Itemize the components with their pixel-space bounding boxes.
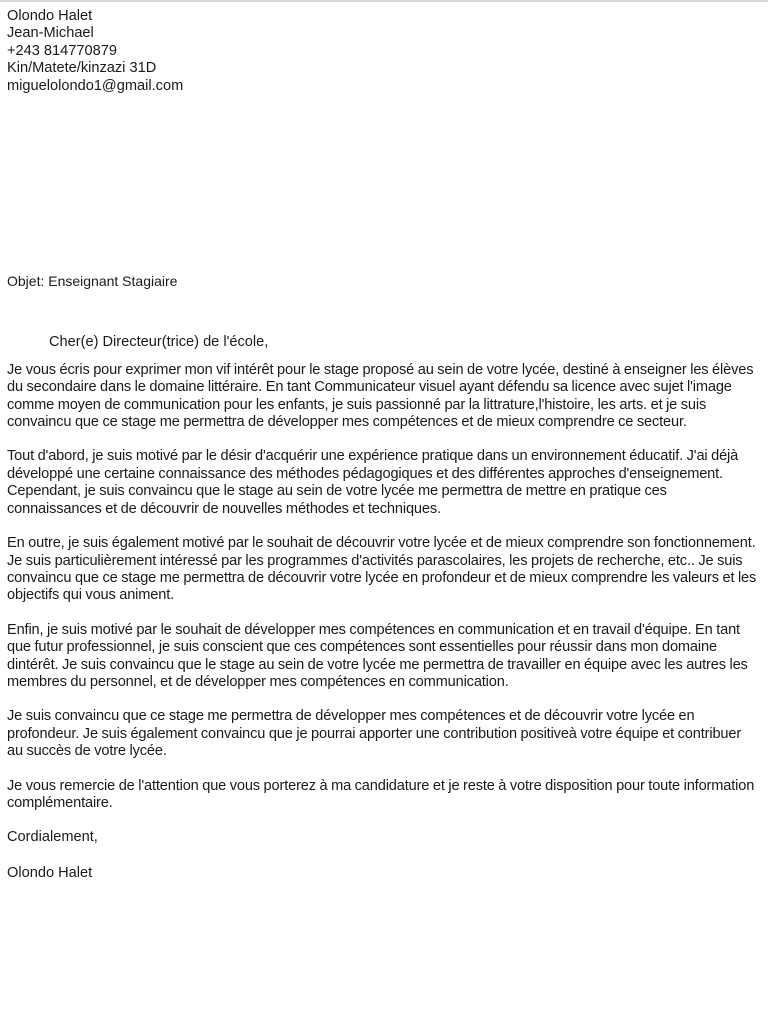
sender-phone: +243 814770879	[7, 42, 117, 59]
body-paragraph: Je vous remercie de l'attention que vous porterez à ma candidature et je reste à votre disposition pour toute information complémentaire.	[7, 777, 755, 811]
sender-email: miguelolondo1@gmail.com	[7, 77, 184, 94]
letter-subject: Objet: Enseignant Stagiaire	[7, 273, 178, 290]
body-paragraph: En outre, je suis également motivé par le souhait de découvrir votre lycée et de mieux comprendre son fonctionnement. Je suis particulièrement intéressé par les programmes d'activités parascolaires, les projets de recherche, etc.. Je suis convaincu que ce stage me permettra de découvrir votre lycée en profondeur et de mieux comprendre les valeurs et les objectifs qui vous animent.	[7, 535, 757, 604]
letter-document	[7, 8, 759, 882]
body-paragraph: Enfin, je suis motivé par le souhait de développer mes compétences en communication et en travail d'équipe. En tant que futur professionnel, je suis conscient que ces compétences sont essentielles pour réussir dans mon domaine dintérêt. Je suis convaincu que le stage au sein de votre lycée me permettra de travailler en équipe avec les autres les membres du personnel, et de développer mes compétences en communication.	[7, 621, 748, 690]
body-paragraph: Je suis convaincu que ce stage me permettra de développer mes compétences et de découvrir votre lycée en profondeur. Je suis également convaincu que je pourrai apporter une contribution positiveà votre équipe et contribuer au succès de votre lycée.	[7, 708, 742, 760]
letter-body	[7, 362, 759, 813]
sender-given-names: Jean-Michael	[7, 25, 94, 42]
letter-salutation: Cher(e) Directeur(trice) de l'école,	[49, 334, 269, 351]
body-paragraph: Je vous écris pour exprimer mon vif intérêt pour le stage proposé au sein de votre lycée, destiné à enseigner les élèves du secondaire dans le domaine littéraire. En tant Communicateur visuel ayant défendu sa licence avec sujet l'image comme moyen de communication pour les enfants, je suis passionné par la littrature,l'histoire, les arts. et je suis convaincu que ce stage me permettra de développer mes compétences et de mieux comprendre ce secteur.	[7, 361, 754, 431]
sender-address: Kin/Matete/kinzazi 31D	[7, 60, 157, 77]
letter-signature: Olondo Halet	[7, 864, 93, 881]
sender-block	[7, 8, 759, 95]
letter-closing: Cordialement,	[7, 829, 98, 846]
sender-name: Olondo Halet	[7, 8, 93, 24]
body-paragraph: Tout d'abord, je suis motivé par le désir d'acquérir une expérience pratique dans un environnement éducatif. J'ai déjà développé une certaine connaissance des méthodes pédagogiques et des différentes approches d'enseignement. Cependant, je suis convaincu que le stage au sein de votre lycée me permettra de mettre en pratique ces connaissances et de découvrir de nouvelles méthodes et techniques.	[7, 448, 739, 517]
top-border	[0, 0, 768, 2]
